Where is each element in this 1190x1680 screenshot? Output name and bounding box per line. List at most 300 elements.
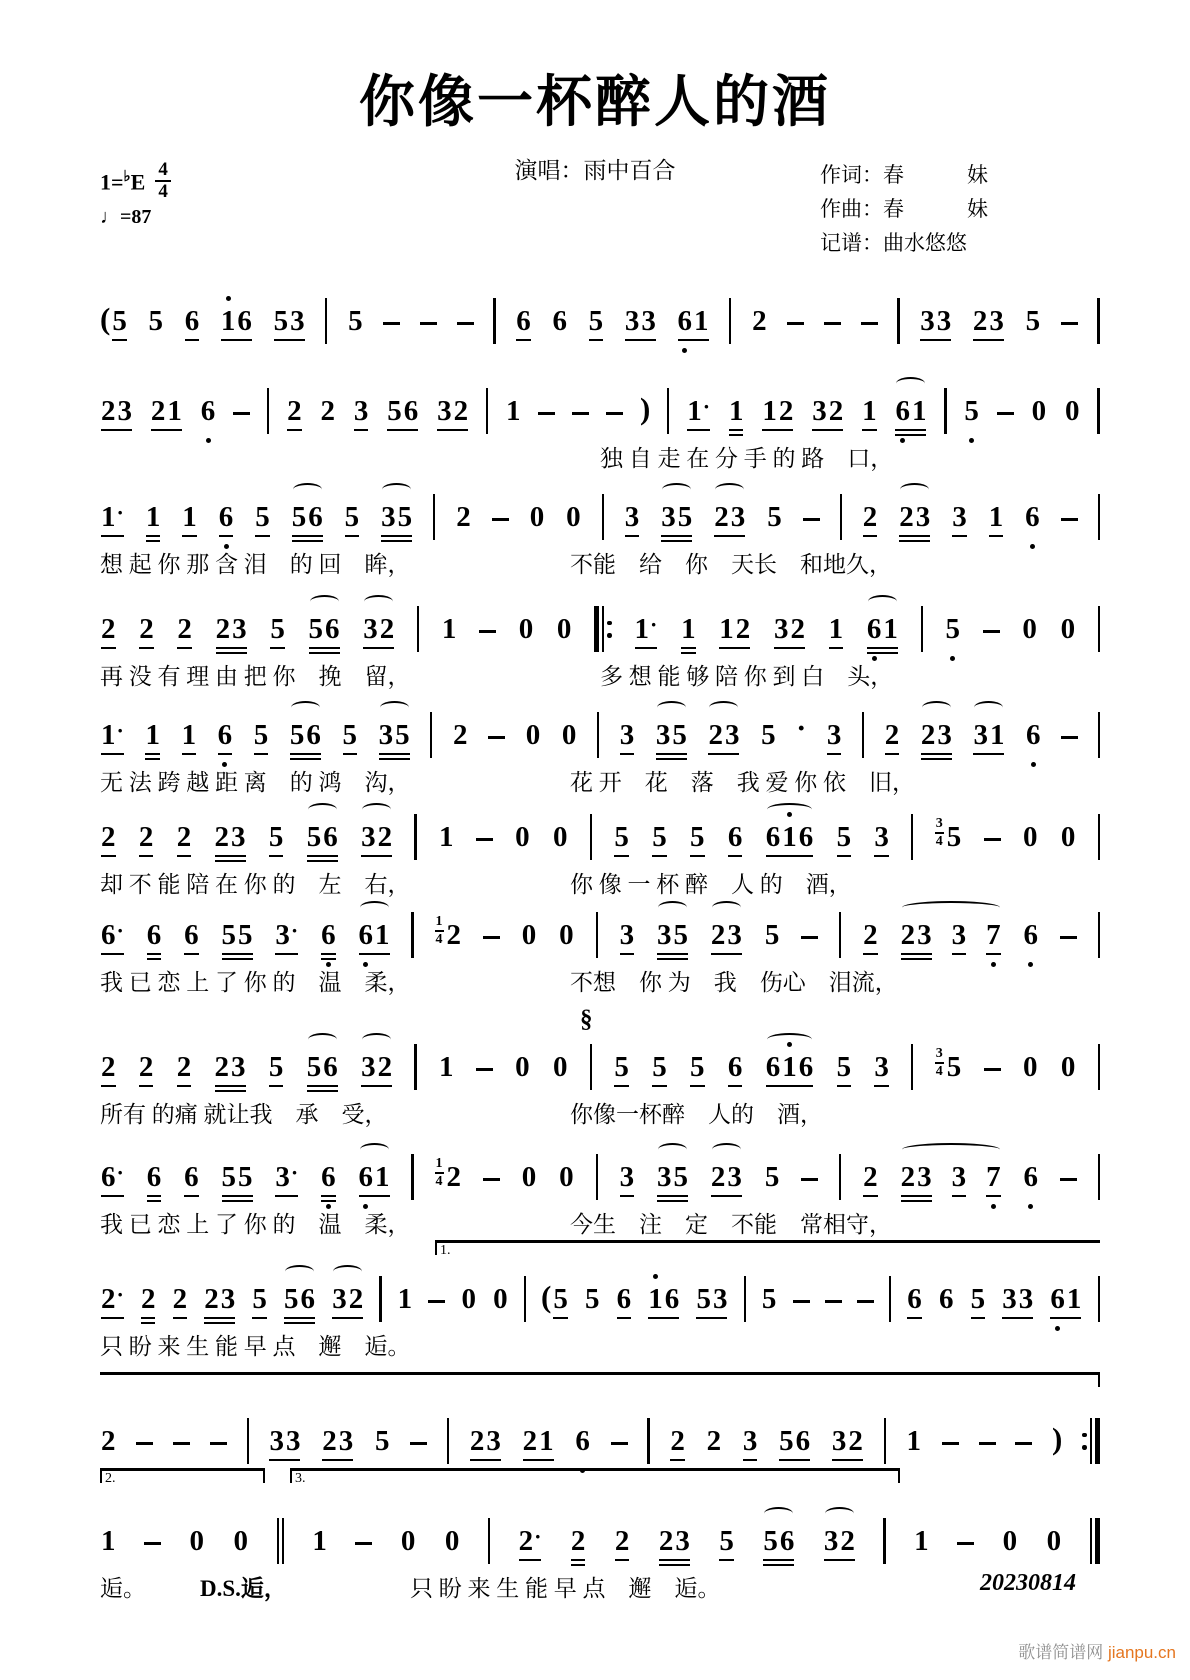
note [634,614,659,644]
key-signature [100,160,171,202]
ul [141,1317,156,1319]
unit [200,397,217,426]
dgt: 3 [727,1161,742,1193]
unit [862,1163,879,1192]
slur-arc [902,901,1000,914]
unit [831,1427,848,1456]
tfn: 1 [435,1156,444,1173]
unit [492,1285,509,1314]
ul [920,339,951,341]
tn [435,914,463,950]
unit [728,397,745,426]
lyric-segment: 不能 给 你 天长 和地久， [570,552,892,577]
system-4 [100,570,1100,690]
dgt: 6 [325,613,340,645]
dgt: 2 [790,613,805,645]
unit [100,1527,117,1556]
unit [619,1163,636,1192]
note [306,1053,339,1082]
note [570,1527,587,1556]
dgt: 3 [117,395,132,427]
inline-time-signature [935,1046,944,1079]
unit [111,307,128,336]
dgt: 6 [795,1425,811,1457]
dgt: 2 [287,395,302,427]
unit [181,721,198,750]
unit [1018,1285,1035,1314]
dgt: 1 [648,1283,663,1315]
note [469,1427,502,1456]
barline [414,1044,416,1090]
unit [306,823,323,852]
dgt: 3 [361,1051,376,1083]
unit [614,1527,631,1556]
dgt: 3 [275,1161,290,1193]
unit [718,615,735,644]
unit [828,615,845,644]
dgt: 0 [518,613,534,645]
ul [269,1459,300,1461]
unit [624,307,641,336]
ul [361,855,392,857]
aug: · [116,918,124,943]
dgt: 2 [614,1525,630,1557]
aug: · [116,718,124,743]
dgt: 3 [831,1425,847,1457]
unit [320,921,337,950]
dgt: 1 [762,395,777,427]
ul [523,1459,554,1461]
unit [378,721,395,750]
slur-arc [308,803,337,816]
system-10 [100,1240,1100,1360]
note [1022,1163,1039,1192]
barline [596,912,598,958]
dgt: 3 [874,1051,889,1083]
note [920,721,953,750]
ul [614,855,629,857]
dash [787,322,804,325]
performer-line: 演唱：雨中百合 [514,158,676,183]
unit [707,721,724,750]
unit [176,823,193,852]
dgt: 1 [911,395,927,427]
begin-repeat [594,606,612,652]
unit [826,721,843,750]
notation-line [100,1118,1100,1192]
note [138,823,155,852]
note [100,1284,125,1314]
ul [656,758,687,760]
dash [803,518,820,521]
unit [1049,1285,1066,1314]
note [100,1053,117,1082]
note [221,921,254,950]
dgt: 2 [570,1525,586,1557]
ul [252,1317,267,1319]
dgt: 5 [673,1161,689,1193]
ul [625,339,656,341]
dgt: 5 [255,501,270,533]
unit [778,1427,795,1456]
dgt: 3 [1002,1283,1017,1315]
unit [436,397,453,426]
dgt: 1 [539,1425,554,1457]
dgt: 3 [973,719,988,751]
dgt: 1 [989,719,1005,751]
unit [100,502,125,532]
dash [979,1442,996,1445]
unit [138,1053,155,1082]
ul [766,855,814,857]
unit [251,1285,268,1314]
dgt: 2 [453,719,468,751]
unit [286,397,303,426]
unit [360,823,377,852]
unit [789,615,806,644]
note [146,921,163,950]
dgt: 5 [719,1525,734,1557]
ul [219,535,234,537]
unit [671,721,688,750]
note [655,721,688,750]
unit [1025,307,1042,336]
dash [957,1542,974,1545]
dgt: 1 [506,395,521,427]
note [100,1162,125,1192]
note [1022,921,1039,950]
note [183,1163,200,1192]
date-stamp: 20230814 [980,1570,1076,1596]
ul [215,1085,246,1087]
unit [397,1285,414,1314]
barline [1097,298,1099,344]
note [268,823,285,852]
dash [492,518,509,521]
unit [203,1285,220,1314]
note [441,615,458,644]
unit [795,1427,812,1456]
lyricist-credit: 作词： 春 妹 [820,163,988,187]
note [613,1053,630,1082]
note [616,1285,633,1314]
watermark-url: jianpu.cn [1107,1643,1176,1662]
note [658,1527,691,1556]
unit [920,721,937,750]
dgt: 6 [798,821,814,853]
dgt: 3 [951,919,967,951]
barline [1098,606,1100,652]
ul [1050,1317,1081,1319]
slur-arc [382,483,411,496]
unit [319,397,336,426]
unit [253,721,270,750]
note [1002,1527,1019,1556]
unit [552,1285,569,1314]
unit [1031,397,1048,426]
unit [1022,1053,1039,1082]
note [946,1053,963,1082]
ul [837,855,852,857]
ul [173,1317,188,1319]
slur-arc [922,701,951,714]
ul [952,535,967,537]
unit [828,397,845,426]
unit [689,823,706,852]
note [176,615,193,644]
ul [177,855,192,857]
unit [647,1285,664,1314]
dgt: 2 [900,1161,916,1193]
dgt: 2 [778,395,794,427]
note [274,920,299,950]
unit [680,615,697,644]
dgt: 5 [836,1051,852,1083]
slur-arc [900,483,929,496]
unit [765,823,782,852]
note [378,721,411,750]
dash [479,630,496,633]
final-barline [1090,1518,1100,1564]
barline [597,712,599,758]
ul [874,855,889,857]
dgt: 1 [782,821,797,853]
note [695,1285,728,1314]
note [919,307,952,336]
ul [729,434,744,436]
ul [151,429,182,431]
lyric-segment: 无 法 跨 越 距 离 的 鸿 沟， [100,770,411,795]
dgt: 0 [566,501,581,533]
ul [901,1200,932,1202]
unit [283,1285,300,1314]
unit [469,1427,486,1456]
dash [984,1068,1001,1071]
unit [1022,921,1039,950]
ul [696,1317,727,1319]
pn [100,303,128,336]
note [862,503,879,532]
unit [1060,615,1077,644]
ul [657,953,688,955]
dgt: 6 [237,305,252,337]
dgt: 2 [456,501,471,533]
note [291,503,324,532]
dash [824,322,841,325]
inline-time-signature [935,816,944,849]
dgt: 2 [863,1161,878,1193]
dgt: 5 [253,719,269,751]
ul [986,953,1001,955]
unit [823,1527,840,1556]
dgt: 3 [231,821,246,853]
unit [273,307,290,336]
dgt: 6 [300,1283,316,1315]
unit [798,823,815,852]
unit [460,1285,477,1314]
lyric-segment: 你像一杯醉 人的 酒， [570,1102,823,1127]
note [269,615,286,644]
dash [825,1300,842,1303]
ul [863,953,878,955]
unit [570,1527,587,1556]
dgt: 2 [920,719,936,751]
note [446,1163,463,1192]
barline [944,388,946,434]
dgt: 2 [446,1161,461,1193]
watermark [1018,1638,1176,1663]
unit [308,615,325,644]
dash [173,1442,190,1445]
dgt: 3 [232,613,247,645]
dgt: 3 [381,501,396,533]
ul [652,1085,667,1087]
dgt: 1 [220,305,236,337]
note [221,1163,254,1192]
note [1022,1053,1039,1082]
unit [100,720,125,750]
unit [100,1284,125,1314]
note [138,615,155,644]
note [360,823,393,852]
dgt: 5 [672,719,687,751]
slur-arc [902,1143,1000,1156]
note [1022,823,1039,852]
ul [112,339,127,341]
unit [619,921,636,950]
arcg [765,1053,815,1082]
ul [146,535,161,537]
unit [946,823,963,852]
note [214,823,247,852]
arcg [331,1285,364,1314]
unit [321,1427,338,1456]
note [214,1053,247,1082]
system-7 [100,876,1100,996]
dgt: 6 [200,395,216,427]
unit [718,1527,735,1556]
lyric-segment: 我 已 恋 上 了 你 的 温 柔， [100,1212,411,1237]
unit [761,1285,778,1314]
unit [558,921,575,950]
ul [269,1085,284,1087]
dash [1060,1178,1077,1181]
bthin [602,606,604,652]
ul [952,1195,967,1197]
unit [100,1427,117,1456]
unit [237,921,254,950]
unit [613,823,630,852]
unit [237,1163,254,1192]
unit [588,307,605,336]
unit [551,307,568,336]
unit [144,721,161,750]
ul [379,758,410,760]
note [268,1427,301,1456]
unit [268,1053,285,1082]
unit [689,1053,706,1082]
note [677,307,710,336]
unit [988,307,1005,336]
unit [664,1285,681,1314]
note [826,721,843,750]
unit [847,1427,864,1456]
dgt: 2 [101,1425,116,1457]
note [574,1427,591,1456]
ul [292,540,323,542]
ul [221,339,252,341]
unit [221,921,238,950]
arcg [360,823,393,852]
dgt: 2 [828,395,844,427]
unit [735,615,752,644]
unit [906,1427,923,1456]
unit [360,1053,377,1082]
unit [900,921,917,950]
unit [882,615,899,644]
note [521,1163,538,1192]
unit [989,721,1006,750]
dash [136,1442,153,1445]
barline [729,298,731,344]
slur-arc [896,377,925,390]
dgt: 1 [167,395,182,427]
ul [287,429,302,431]
ul [516,339,531,341]
slur-arc [308,1033,337,1046]
quarter-note-icon: ♩ [100,206,120,228]
dgt: 3 [917,919,932,951]
unit [839,1527,856,1556]
dgt: 3 [661,501,676,533]
note [972,307,1005,336]
note [100,502,125,532]
unit [985,1163,1002,1192]
unit [660,503,677,532]
arcg [306,1053,339,1082]
notation-line [100,676,1100,750]
note [514,823,531,852]
note [1064,397,1081,426]
dgt: 2 [138,1051,154,1083]
dgt: 6 [765,821,781,853]
dash [793,1300,810,1303]
arcg [707,721,740,750]
lyrics-line [100,1328,1100,1360]
note [689,1053,706,1082]
note [862,1163,879,1192]
ul [269,855,284,857]
ul [139,1085,154,1087]
ul [986,1195,1001,1197]
lyrics-line [100,964,1100,996]
note [551,307,568,336]
note [884,721,901,750]
note [438,1053,455,1082]
dgt: 1 [101,1525,116,1557]
aug: · [290,918,299,943]
lyric-segment: 不想 你 为 我 伤心 泪流， [570,970,898,995]
note [529,503,546,532]
note [764,1163,781,1192]
dgt: 3 [619,919,635,951]
octave-dot-high [787,812,792,817]
unit [453,397,470,426]
ul [827,753,842,755]
unit [230,823,247,852]
dgt: 2 [670,1425,685,1457]
note [358,1163,391,1192]
